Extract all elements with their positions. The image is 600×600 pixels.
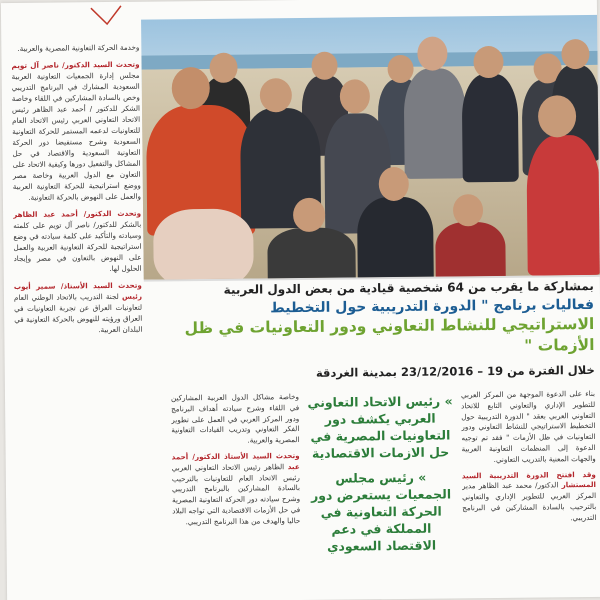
pull-quote-2: » رئيس مجلس الجمعيات يستعرض دور الحركة التعاونية في المملكة في دعم الاقتصاد السعودي (310, 469, 452, 554)
left-paragraph-4: لجنة التدريب بالاتحاد الوطني العام لتعاونيات العراق عن تجربة التعاونيات في العراق ورؤيته للنهوض بالحركة التعاونية في البلدان العربية. (13, 291, 143, 335)
middle-paragraph-2: الظاهر رئيس الاتحاد التعاوني العربي رئيس الاتحاد العام للتعاونيات بالترحيب بالسادة المشاركين بالبرنامج التدريبي وشرح سيادته دور الحركة التعاونية المصرية في حل الأزمات الاقتصادية التي تواجه البلاد حاليا والهدف من هذا البرنامج التدريبي. (171, 461, 301, 526)
left-paragraph-2: مجلس إدارة الجمعيات التعاونية العربية السعودية المشارك في البرنامج التدريبي وخص بالسادة المشاركين في اللقاء وخاصة الشكر للدكتور / أحمد عبد الظاهر رئيس الاتحاد التعاوني العربي رئيس الاتحاد العام للتعاونيات لدعمه المستمر للحركة التعاونية السعودية وشرح مستفيضا دور الحركة التعاونية السعودية والاقتصاد في حل المشاكل والتفعيل دورها وكيفية الاتحاد على التعاون مع الدول العربية وخاصة مصر ووضع استراتيجية للحركة التعاونية العربية والعمل على النهوض بالحركة التعاونية. (11, 70, 141, 202)
magazine-page (1, 0, 600, 600)
right-paragraph-1: بناء على الدعوة الموجهة من المركز العربي للتطوير الإداري والتعاوني التابع للاتحاد التعاوني العربي بعقد " الدورة التدريبية حول التخطيط الاستراتيجي للنشاط التعاوني ودور التعاونيات في ظل الأزمات " فقد تم توجيه الدعوة إلى المنظمات التعاونية العربية والجهات المعنية بالتدريب التعاوني. (460, 388, 596, 464)
pull-quote-1: » رئيس الاتحاد التعاوني العربي يكشف دور التعاونيات المصرية في حل الازمات الاقتصادية (307, 393, 453, 461)
right-paragraph-2-lead: وقد افتتح الدورة التدريبية السيد المستشار (461, 469, 597, 490)
headline-line-1: فعاليات برنامج " الدورة التدريبية حول التخطيط (270, 296, 595, 317)
left-paragraph-3: بالشكر للدكتور/ ناصر آل تويم على كلمته وسيادته والتأكيد على كلمة سيادته في وضع استراتيجية للحركة التعاونية العربية والعمل على النهوض بالتعاون في مصر وإيجاد الحلول لها. (13, 219, 142, 274)
group-photo (141, 15, 600, 282)
middle-text-column (171, 392, 301, 593)
period-text: خلال الفترة من 19 – 23/12/2016 بمدينة الغردقة (315, 362, 595, 380)
middle-paragraph-1: وخاصة مشاكل الدول العربية المشاركين في اللقاء وشرح سيادته أهداف البرنامج ودور المركز العربي في العمل على تطوير الفكر التعاوني وتدريب القيادات التعاونية المصرية والعربية. (170, 392, 300, 445)
pull-quotes (307, 392, 455, 594)
left-paragraph-4-lead: وتحدث السيد الأستاذ/ سمير أيوب رئيس (13, 280, 142, 301)
left-paragraph-1: وخدمة الحركة التعاونية المصرية والعربية. (17, 42, 140, 53)
kicker-headline: بمشاركة ما يقرب من 64 شخصية قيادية من بعض الدول العربية (223, 278, 594, 297)
left-text-column (11, 42, 145, 583)
right-paragraph-2: الدكتور/ محمد عبد الظاهر مدير المركز العربي للتطوير الإداري والتعاوني بالترحيب بالسادة المشاركين في البرنامج التدريبي. (461, 480, 597, 522)
pen-mark-icon (87, 2, 127, 32)
right-text-column (461, 389, 597, 590)
headline-line-2: الاستراتيجي للنشاط التعاوني ودور التعاونيات في ظل الأزمات " (184, 314, 595, 355)
middle-paragraph-2-lead: وتحدث السيد الأستاذ الدكتور/ أحمد عبد (171, 451, 300, 471)
left-paragraph-3-lead: وتحدث الدكتور/ أحمد عبد الظاهر (13, 208, 142, 220)
left-paragraph-2-lead: وتحدث السيد الدكتور/ ناصر آل تويم (11, 59, 140, 71)
